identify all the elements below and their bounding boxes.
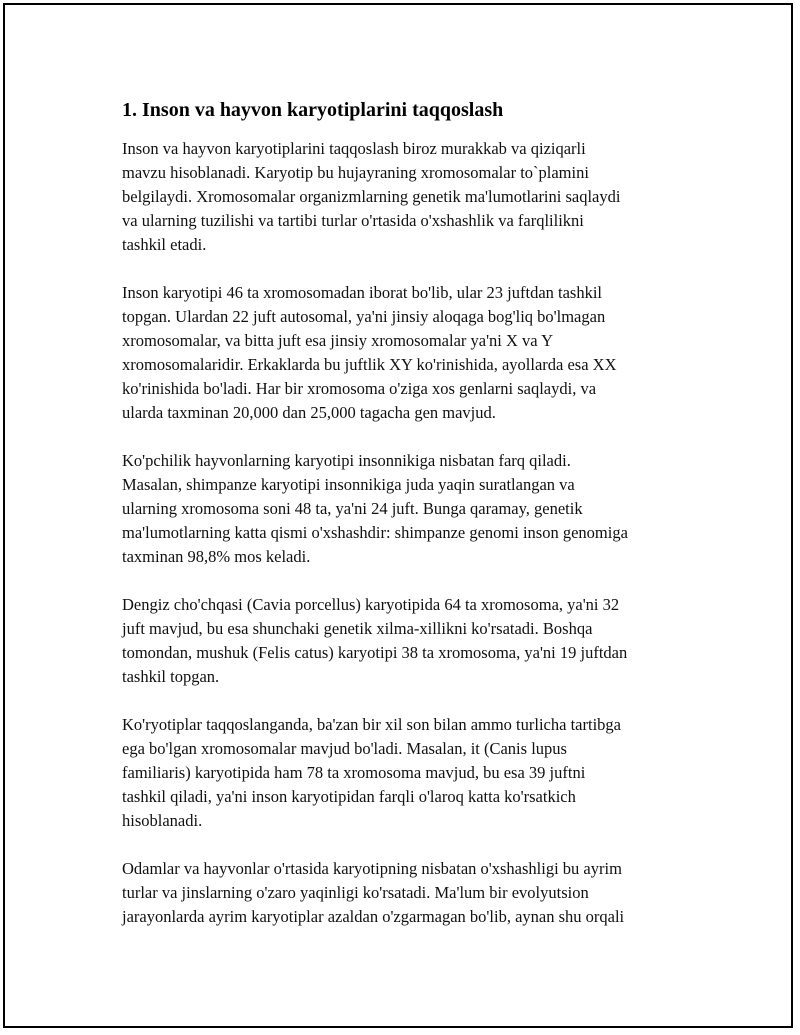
text-line: belgilaydi. Xromosomalar organizmlarning genetik ma'lumotlarini saqlaydi — [122, 187, 621, 206]
text-line: Odamlar va hayvonlar o'rtasida karyotipning nisbatan o'xshashligi bu ayrim — [122, 859, 622, 878]
text-line: juft mavjud, bu esa shunchaki genetik xilma-xillikni ko'rsatadi. Boshqa — [122, 619, 593, 638]
text-line: tomondan, mushuk (Felis catus) karyotipi 38 ta xromosoma, ya'ni 19 juftdan — [122, 643, 628, 662]
document-body — [122, 97, 692, 953]
text-line: ko'rinishida bo'ladi. Har bir xromosoma o'ziga xos genlarni saqlaydi, va — [122, 379, 597, 398]
text-line: topgan. Ulardan 22 juft autosomal, ya'ni jinsiy aloqaga bog'liq bo'lmagan — [122, 307, 606, 326]
text-line: tashkil qiladi, ya'ni inson karyotipidan farqli o'laroq katta ko'rsatkich — [122, 787, 576, 806]
paragraph-dog-karyotype — [122, 713, 692, 833]
paragraph-animal-karyotype — [122, 449, 692, 569]
section-title: 1. Inson va hayvon karyotiplarini taqqoslash — [122, 99, 504, 121]
text-line: ularda taxminan 20,000 dan 25,000 tagacha gen mavjud. — [122, 403, 496, 422]
paragraph-similarity — [122, 857, 692, 929]
text-line: xromosomalaridir. Erkaklarda bu juftlik XY ko'rinishida, ayollarda esa XX — [122, 355, 617, 374]
paragraph-guinea-pig-cat — [122, 593, 692, 689]
text-line: va ularning tuzilishi va tartibi turlar o'rtasida o'xshashlik va farqlilikni — [122, 211, 584, 230]
paragraph-human-karyotype — [122, 281, 692, 425]
paragraph-karyotype-intro — [122, 137, 692, 257]
text-line: Inson karyotipi 46 ta xromosomadan iborat bo'lib, ular 23 juftdan tashkil — [122, 283, 603, 302]
text-line: Ko'ryotiplar taqqoslanganda, ba'zan bir xil son bilan ammo turlicha tartibga — [122, 715, 621, 734]
text-line: tashkil etadi. — [122, 235, 207, 254]
text-line: jarayonlarda ayrim karyotiplar azaldan o'zgarmagan bo'lib, aynan shu orqali — [122, 907, 625, 926]
text-line: mavzu hisoblanadi. Karyotip bu hujayraning xromosomalar to`plamini — [122, 163, 589, 182]
text-line: Inson va hayvon karyotiplarini taqqoslash biroz murakkab va qiziqarli — [122, 139, 586, 158]
text-line: Masalan, shimpanze karyotipi insonnikiga juda yaqin suratlangan va — [122, 475, 575, 494]
text-line: turlar va jinslarning o'zaro yaqinligi ko'rsatadi. Ma'lum bir evolyutsion — [122, 883, 589, 902]
text-line: xromosomalar, va bitta juft esa jinsiy xromosomalar ya'ni X va Y — [122, 331, 554, 350]
text-line: ularning xromosoma soni 48 ta, ya'ni 24 juft. Bunga qaramay, genetik — [122, 499, 583, 518]
text-line: ma'lumotlarning katta qismi o'xshashdir: shimpanze genomi inson genomiga — [122, 523, 628, 542]
text-line: Dengiz cho'chqasi (Cavia porcellus) karyotipida 64 ta xromosoma, ya'ni 32 — [122, 595, 620, 614]
text-line: taxminan 98,8% mos keladi. — [122, 547, 311, 566]
text-line: Ko'pchilik hayvonlarning karyotipi insonnikiga nisbatan farq qiladi. — [122, 451, 571, 470]
text-line: familiaris) karyotipida ham 78 ta xromosoma mavjud, bu esa 39 juftni — [122, 763, 586, 782]
text-line: tashkil topgan. — [122, 667, 220, 686]
text-line: ega bo'lgan xromosomalar mavjud bo'ladi. Masalan, it (Canis lupus — [122, 739, 567, 758]
page-frame — [3, 3, 793, 1028]
text-line: hisoblanadi. — [122, 811, 203, 830]
